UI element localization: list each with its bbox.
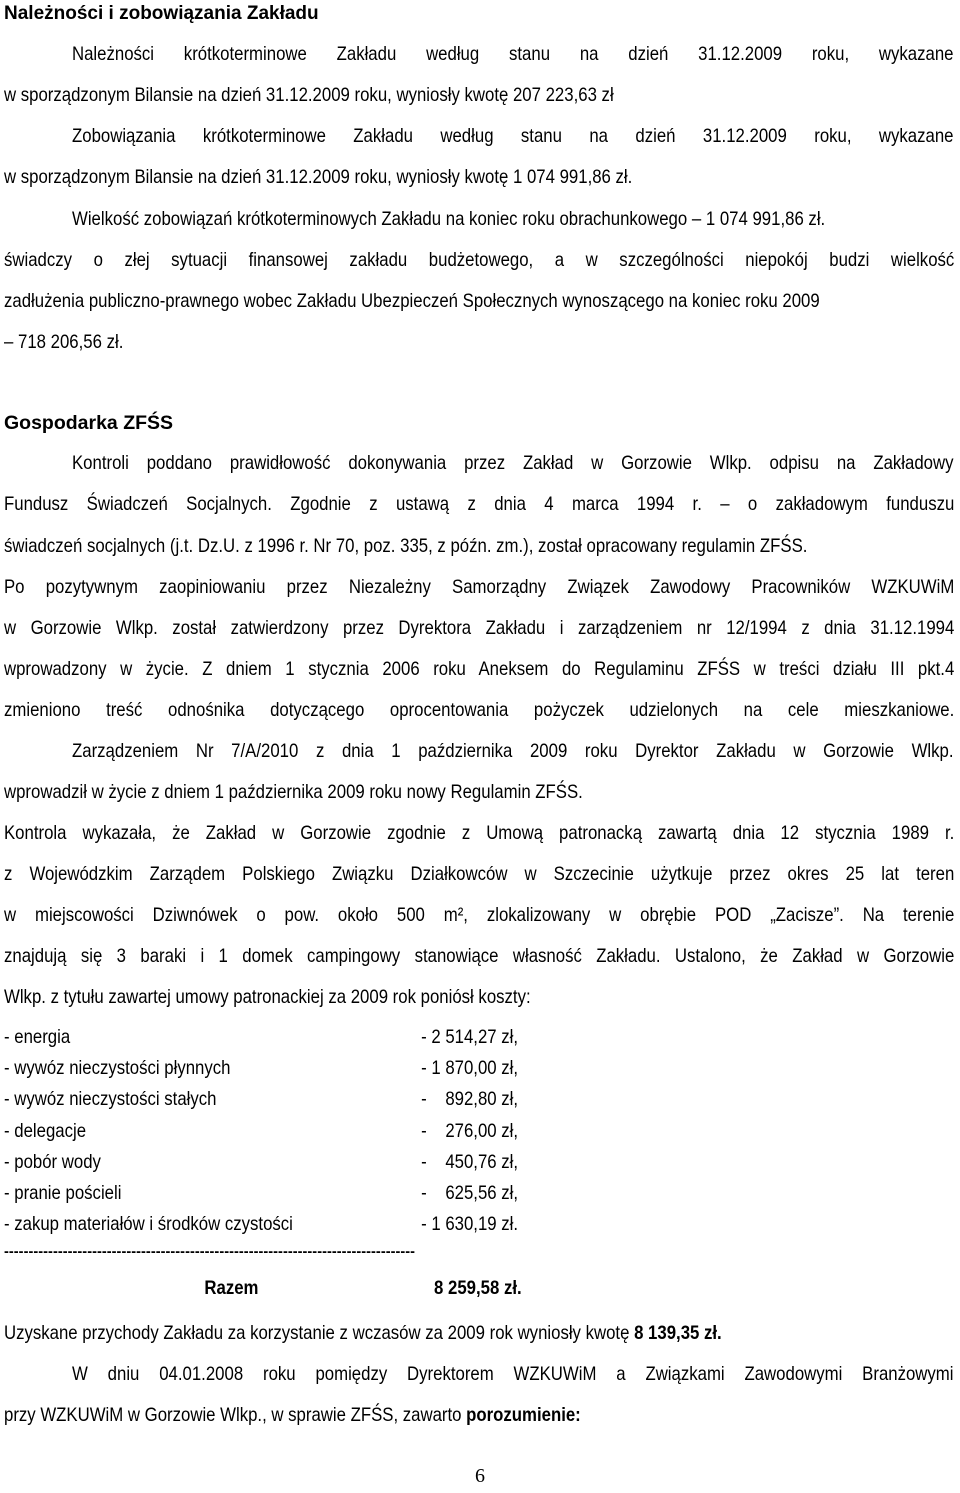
- agreement-line: [4, 1403, 823, 1427]
- cost-label: - wywóz nieczystości płynnych: [4, 1057, 231, 1079]
- cost-value: - 1 870,00 zł,: [421, 1057, 519, 1079]
- paragraph-line: Kontrola wykazała, że Zakład w Gorzowie zgodnie z Umową patronacką zawartą dnia 12 stycznia 1989 r.: [4, 822, 955, 844]
- section-heading-zfss: Gospodarka ZFŚS: [4, 412, 174, 434]
- total-value: 8 259,58 zł.: [434, 1277, 522, 1299]
- paragraph-line: Wlkp. z tytułu zawartej umowy patronackiej za 2009 rok poniósł koszty:: [4, 986, 531, 1008]
- paragraph-line: – 718 206,56 zł.: [4, 331, 124, 353]
- cost-value: - 276,00 zł,: [421, 1120, 519, 1142]
- page-number: 6: [475, 1465, 485, 1487]
- paragraph-line: Zarządzeniem Nr 7/A/2010 z dnia 1 października 2009 roku Dyrektor Zakładu w Gorzowie Wlkp.: [72, 740, 954, 762]
- paragraph-line: świadczeń socjalnych (j.t. Dz.U. z 1996 r. Nr 70, poz. 335, z późn. zm.), został opracowany regulamin ZFŚS.: [4, 535, 808, 557]
- total-label: Razem: [204, 1277, 259, 1299]
- cost-value: - 1 630,19 zł.: [421, 1213, 519, 1235]
- agreement-text: przy WZKUWiM w Gorzowie Wlkp., w sprawie ZFŚS, zawarto: [4, 1404, 467, 1426]
- paragraph-line: Zobowiązania krótkoterminowe Zakładu według stanu na dzień 31.12.2009 roku, wykazane: [72, 125, 954, 147]
- cost-value: - 892,80 zł,: [421, 1088, 519, 1110]
- paragraph-line: znajdują się 3 baraki i 1 domek campingowy stanowiące własność Zakładu. Ustalono, że Zakład w Gorzowie: [4, 945, 955, 967]
- paragraph-line: wprowadził w życie z dniem 1 października 2009 roku nowy Regulamin ZFŚS.: [4, 781, 583, 803]
- income-text: Uzyskane przychody Zakładu za korzystanie z wczasów za 2009 rok wyniosły kwotę: [4, 1322, 635, 1344]
- separator-line: ------------------------------------------------------------------------------------: [4, 1243, 416, 1260]
- paragraph-line: w Gorzowie Wlkp. został zatwierdzony przez Dyrektora Zakładu i zarządzeniem nr 12/1994 z dnia 31.12.1994: [4, 617, 955, 639]
- paragraph-line: wprowadzony w życie. Z dniem 1 stycznia 2006 roku Aneksem do Regulaminu ZFŚS w treści działu III pkt.4: [4, 658, 955, 680]
- paragraph-line: świadczy o złej sytuacji finansowej zakładu budżetowego, a w szczególności niepokój budzi wielkość: [4, 249, 955, 271]
- paragraph-line: Wielkość zobowiązań krótkoterminowych Zakładu na koniec roku obrachunkowego – 1 074 991,86 zł.: [72, 208, 826, 230]
- cost-label: - energia: [4, 1026, 71, 1048]
- paragraph-line: Po pozytywnym zaopiniowaniu przez Niezależny Samorządny Związek Zawodowy Pracowników WZKUWiM: [4, 576, 955, 598]
- cost-label: - delegacje: [4, 1120, 87, 1142]
- cost-label: - pranie pościeli: [4, 1182, 122, 1204]
- income-amount: 8 139,35 zł.: [634, 1322, 722, 1344]
- paragraph-line: zmieniono treść odnośnika dotyczącego oprocentowania pożyczek udzielonych na cele mieszkaniowe.: [4, 699, 955, 721]
- income-line: [4, 1321, 823, 1345]
- paragraph-line: Fundusz Świadczeń Socjalnych. Zgodnie z ustawą z dnia 4 marca 1994 r. – o zakładowym funduszu: [4, 493, 955, 515]
- cost-label: - pobór wody: [4, 1151, 101, 1173]
- paragraph-line: w sporządzonym Bilansie na dzień 31.12.2009 roku, wyniosły kwotę 1 074 991,86 zł.: [4, 166, 633, 188]
- paragraph-line: zadłużenia publiczno-prawnego wobec Zakładu Ubezpieczeń Społecznych wynoszącego na koniec roku 2009: [4, 290, 820, 312]
- agreement-keyword: porozumienie:: [466, 1404, 581, 1426]
- paragraph-line: Należności krótkoterminowe Zakładu według stanu na dzień 31.12.2009 roku, wykazane: [72, 43, 954, 65]
- section-heading-receivables: Należności i zobowiązania Zakładu: [4, 3, 319, 24]
- cost-value: - 450,76 zł,: [421, 1151, 519, 1173]
- paragraph-line: w sporządzonym Bilansie na dzień 31.12.2009 roku, wyniosły kwotę 207 223,63 zł: [4, 84, 614, 106]
- paragraph-line: W dniu 04.01.2008 roku pomiędzy Dyrektorem WZKUWiM a Związkami Zawodowymi Branżowymi: [72, 1363, 954, 1385]
- cost-label: - zakup materiałów i środków czystości: [4, 1213, 293, 1235]
- paragraph-line: w miejscowości Dziwnówek o pow. około 500 m², zlokalizowany w obrębie POD „Zacisze”. Na terenie: [4, 904, 955, 926]
- paragraph-line: z Wojewódzkim Zarządem Polskiego Związku Działkowców w Szczecinie użytkuje przez okres 25 lat teren: [4, 863, 955, 885]
- paragraph-line: Kontroli poddano prawidłowość dokonywania przez Zakład w Gorzowie Wlkp. odpisu na Zakładowy: [72, 452, 954, 474]
- cost-label: - wywóz nieczystości stałych: [4, 1088, 217, 1110]
- cost-value: - 625,56 zł,: [421, 1182, 519, 1204]
- cost-value: - 2 514,27 zł,: [421, 1026, 519, 1048]
